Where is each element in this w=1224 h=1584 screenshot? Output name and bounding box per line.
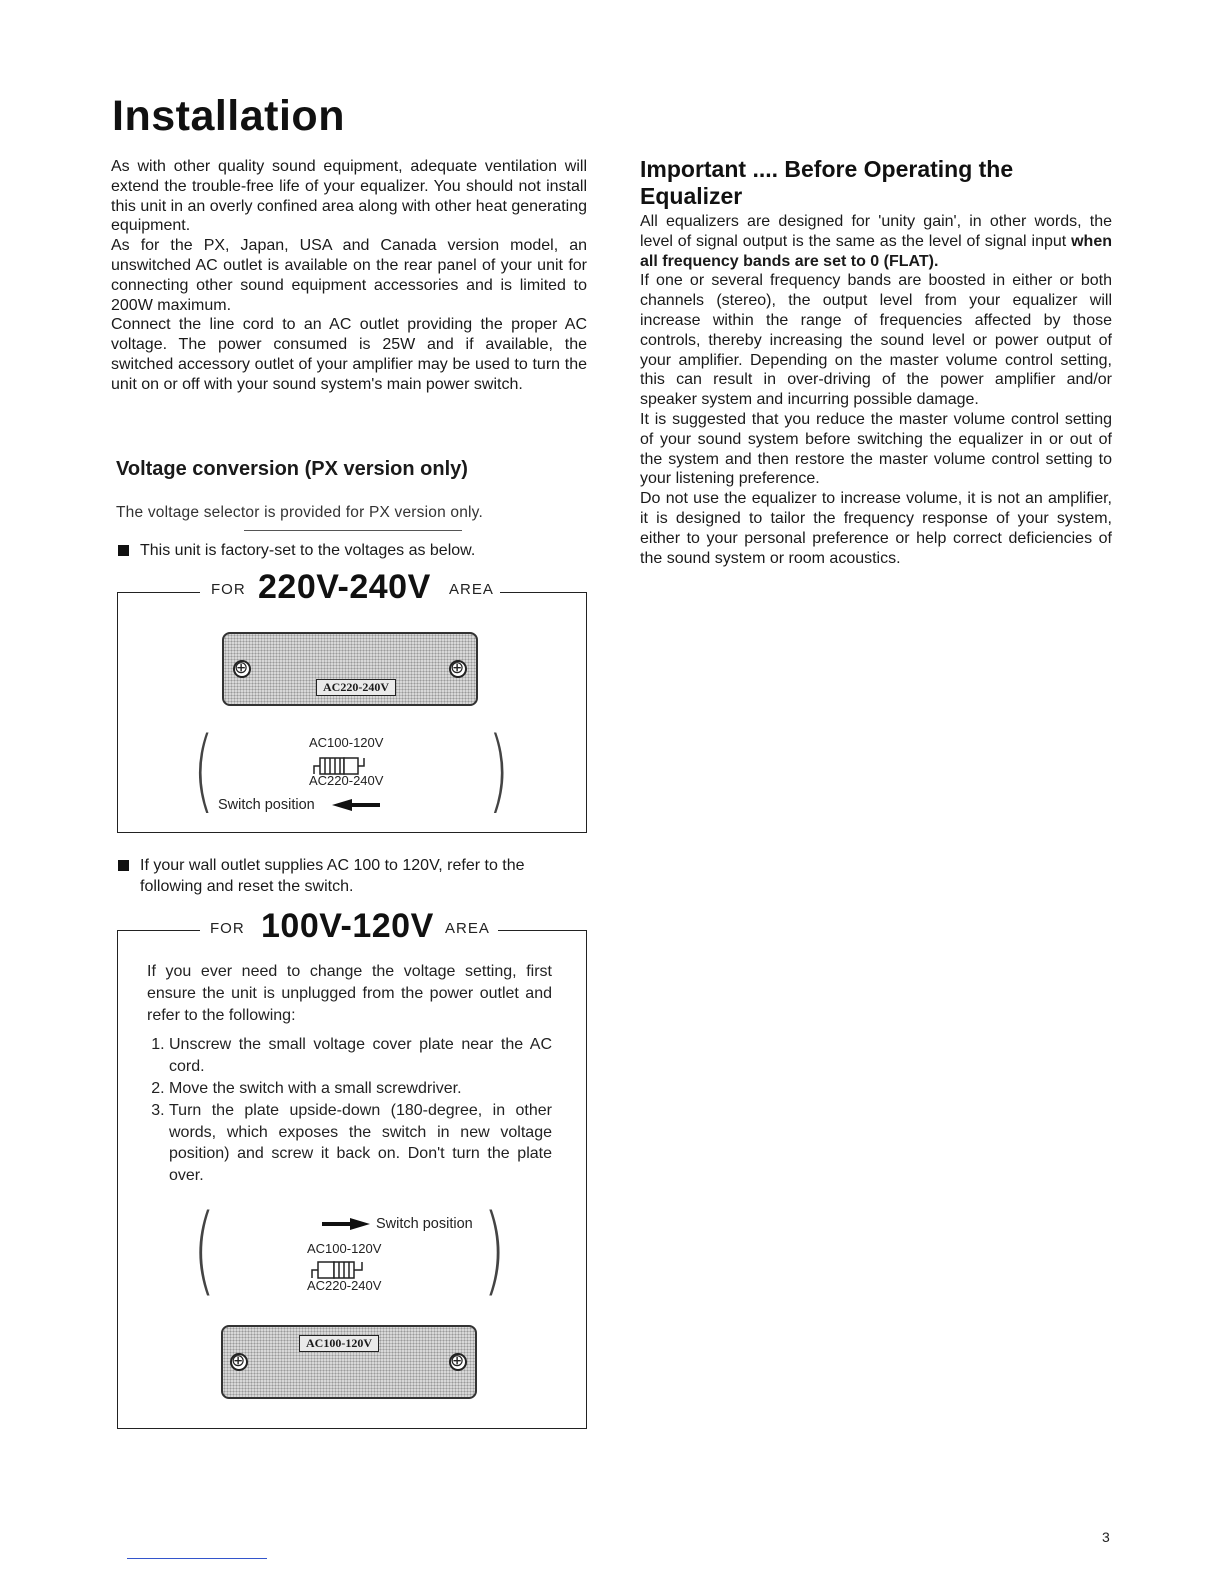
- box-220-for: FOR: [211, 581, 246, 598]
- paragraph-ac-outlet: As for the PX, Japan, USA and Canada version model, an unswitched AC outlet is available on the rear panel of your unit for connecting other sound equipment accessories and is limited to 200W maximum.: [111, 237, 587, 314]
- slide-switch-icon: [310, 1258, 370, 1280]
- label-ac220-bottom: AC220-240V: [309, 773, 384, 788]
- left-bracket-icon: (: [193, 718, 215, 823]
- note-underline: [244, 530, 462, 531]
- steps-list: [147, 1034, 552, 1187]
- label-ac100-top: AC100-120V: [307, 1241, 382, 1256]
- instructions-intro: If you ever need to change the voltage setting, first ensure the unit is unplugged from the power outlet and refer to the following:: [147, 963, 552, 1024]
- box-220-area: AREA: [449, 581, 494, 598]
- important-section: [640, 156, 1112, 568]
- box-220-240v: [117, 592, 587, 833]
- important-paragraph-boost: If one or several frequency bands are boosted in either or both channels (stereo), the output level from your equalizer will increase within the range of frequencies affected by those controls, thereby increasing the sound level or power output of your amplifier. Depending on the master volume control setting, this can result in over-driving of the power amplifier and/or speaker system and incurring possible damage.: [640, 272, 1112, 409]
- label-ac100-top: AC100-120V: [309, 735, 384, 750]
- paragraph-line-cord: Connect the line cord to an AC outlet providing the proper AC voltage. The power consumed is 25W and if available, the switched accessory outlet of your amplifier may be used to turn the unit on or off with your sound system's main power switch.: [111, 316, 587, 393]
- px-note: The voltage selector is provided for PX version only.: [116, 504, 483, 521]
- page-title: Installation: [112, 92, 345, 140]
- step-item: 3. Turn the plate upside-down (180-degree, in other words, which exposes the switch in new voltage position) and screw it back on. Don't turn the plate over.: [169, 1100, 552, 1187]
- step-item: 2. Move the switch with a small screwdriver.: [169, 1078, 552, 1100]
- paragraph-ventilation: As with other quality sound equipment, adequate ventilation will extend the trouble-free life of your equalizer. You should not install this unit in an overly confined area along with other heat generating equipment.: [111, 158, 587, 235]
- footer-rule: [127, 1558, 267, 1559]
- installation-text: [111, 157, 587, 395]
- box-220-voltage: 220V-240V: [258, 568, 431, 606]
- important-paragraph-not-amplifier: Do not use the equalizer to increase volume, it is not an amplifier, it is designed to tailor the frequency response of your system, either to your personal preference or help correct deficiencies of the sound system or room acoustics.: [640, 490, 1112, 567]
- switch-position-label: Switch position: [218, 797, 315, 813]
- important-paragraph-reduce-volume: It is suggested that you reduce the master volume control setting of your sound system before switching the equalizer in or out of the system and then restore the master volume control setting to your listening preference.: [640, 410, 1112, 488]
- important-paragraph-unity-gain: All equalizers are designed for 'unity gain', in other words, the level of signal output is the same as the level of signal input when all frequency bands are set to 0 (FLAT).: [640, 213, 1112, 270]
- voltage-change-instructions: [147, 961, 552, 1187]
- bullet-square-icon: [118, 545, 129, 556]
- right-bracket-icon: ): [488, 718, 510, 823]
- switch-position-label: Switch position: [376, 1216, 473, 1232]
- bullet-square-icon: [118, 860, 129, 871]
- box-100-for: FOR: [210, 920, 245, 937]
- box-100-area: AREA: [445, 920, 490, 937]
- arrow-left-icon: [330, 798, 382, 812]
- plate-label-220: AC220-240V: [316, 679, 396, 696]
- screw-icon: [233, 660, 251, 678]
- box-100-voltage: 100V-120V: [261, 907, 434, 945]
- screw-icon: [449, 660, 467, 678]
- screw-icon: [230, 1353, 248, 1371]
- voltage-conversion-heading: Voltage conversion (PX version only): [116, 458, 468, 480]
- voltage-plate-220: [222, 632, 478, 706]
- voltage-plate-100: [221, 1325, 477, 1399]
- right-bracket-icon: ): [483, 1194, 506, 1306]
- step-item: 1. Unscrew the small voltage cover plate near the AC cord.: [169, 1034, 552, 1078]
- label-ac220-bottom: AC220-240V: [307, 1278, 382, 1293]
- arrow-right-icon: [320, 1217, 372, 1231]
- important-heading: Important .... Before Operating the Equalizer: [640, 156, 1014, 209]
- left-bracket-icon: (: [193, 1194, 216, 1306]
- page-number: 3: [1102, 1529, 1110, 1545]
- screw-icon: [449, 1353, 467, 1371]
- plate-label-100: AC100-120V: [299, 1335, 379, 1352]
